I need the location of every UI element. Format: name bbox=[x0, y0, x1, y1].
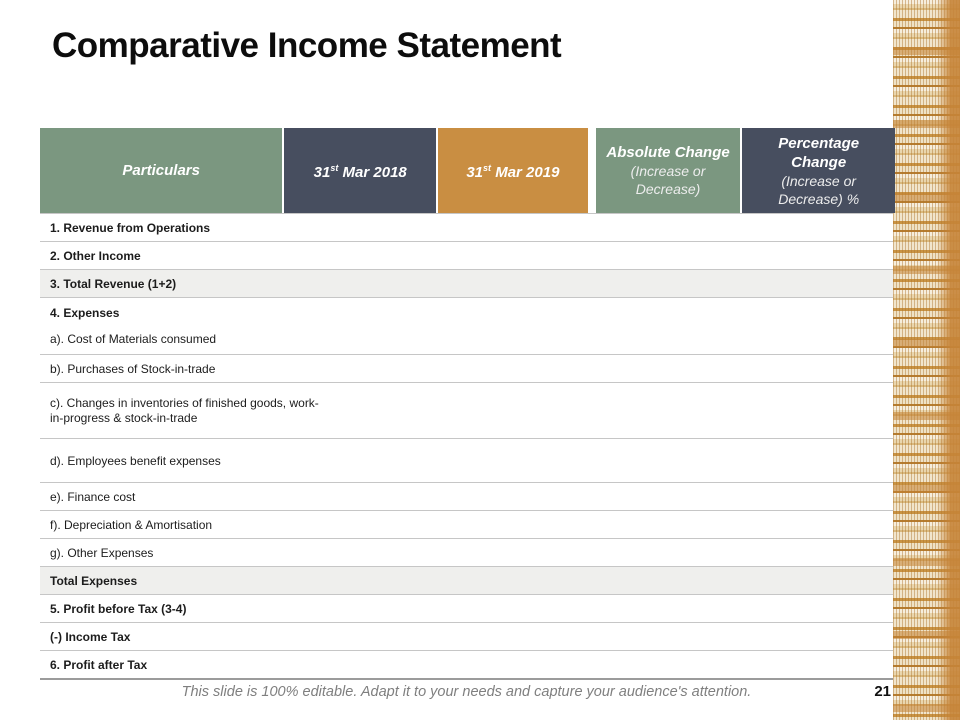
table-body bbox=[40, 213, 893, 680]
row-label: 5. Profit before Tax (3-4) bbox=[50, 601, 187, 616]
row-label: f). Depreciation & Amortisation bbox=[50, 517, 213, 532]
page-number: 21 bbox=[874, 683, 891, 700]
row-label: 2. Other Income bbox=[50, 248, 141, 263]
row-label: d). Employees benefit expenses bbox=[50, 453, 221, 468]
row-label: 3. Total Revenue (1+2) bbox=[50, 276, 177, 291]
table-row bbox=[40, 566, 893, 594]
table-row bbox=[40, 650, 893, 678]
coins-image bbox=[893, 0, 960, 720]
row-label: g). Other Expenses bbox=[50, 545, 154, 560]
table-row bbox=[40, 538, 893, 566]
header-cell-sublabel: (Increase or Decrease) bbox=[630, 163, 706, 197]
income-table bbox=[40, 128, 895, 680]
footer-note: This slide is 100% editable. Adapt it to your needs and capture your audience's attention. bbox=[181, 684, 752, 700]
row-label: a). Cost of Materials consumed bbox=[50, 332, 217, 346]
row-label: e). Finance cost bbox=[50, 489, 136, 504]
header-cell-percentage-change bbox=[742, 128, 895, 213]
header-cell-particulars bbox=[40, 128, 282, 213]
row-label: (-) Income Tax bbox=[50, 629, 131, 644]
row-label: Total Expenses bbox=[50, 573, 138, 588]
table-row bbox=[40, 482, 893, 510]
table-row bbox=[40, 213, 893, 241]
row-label: 4. Expenses bbox=[50, 306, 120, 320]
table-row bbox=[40, 354, 893, 382]
header-cell-absolute-change bbox=[596, 128, 741, 213]
table-row bbox=[40, 382, 893, 438]
row-label: c). Changes in inventories of finished goods, work-in-progress & stock-in-trade bbox=[50, 395, 319, 425]
header-cell-label: Percentage Change bbox=[778, 134, 860, 171]
table-row bbox=[40, 594, 893, 622]
row-label: 6. Profit after Tax bbox=[50, 657, 148, 672]
table-row bbox=[40, 241, 893, 269]
table-row bbox=[40, 438, 893, 482]
header-cell-label: 31st Mar 2018 bbox=[313, 163, 407, 181]
row-label: b). Purchases of Stock-in-trade bbox=[50, 361, 216, 376]
header-cell-31st-mar-2019 bbox=[438, 128, 588, 213]
header-cell-31st-mar-2018 bbox=[284, 128, 436, 213]
row-label: 1. Revenue from Operations bbox=[50, 220, 211, 235]
table-row bbox=[40, 297, 893, 354]
header-cell-label: Particulars bbox=[122, 162, 200, 179]
table-row bbox=[40, 622, 893, 650]
table-header-row bbox=[40, 128, 895, 213]
header-cell-sublabel: (Increase or Decrease) % bbox=[778, 172, 860, 207]
table-row bbox=[40, 269, 893, 297]
table-row bbox=[40, 510, 893, 538]
header-cell-label: Absolute Change bbox=[606, 144, 730, 161]
header-cell-label: 31st Mar 2019 bbox=[466, 163, 560, 181]
slide-title: Comparative Income Statement bbox=[52, 26, 562, 65]
